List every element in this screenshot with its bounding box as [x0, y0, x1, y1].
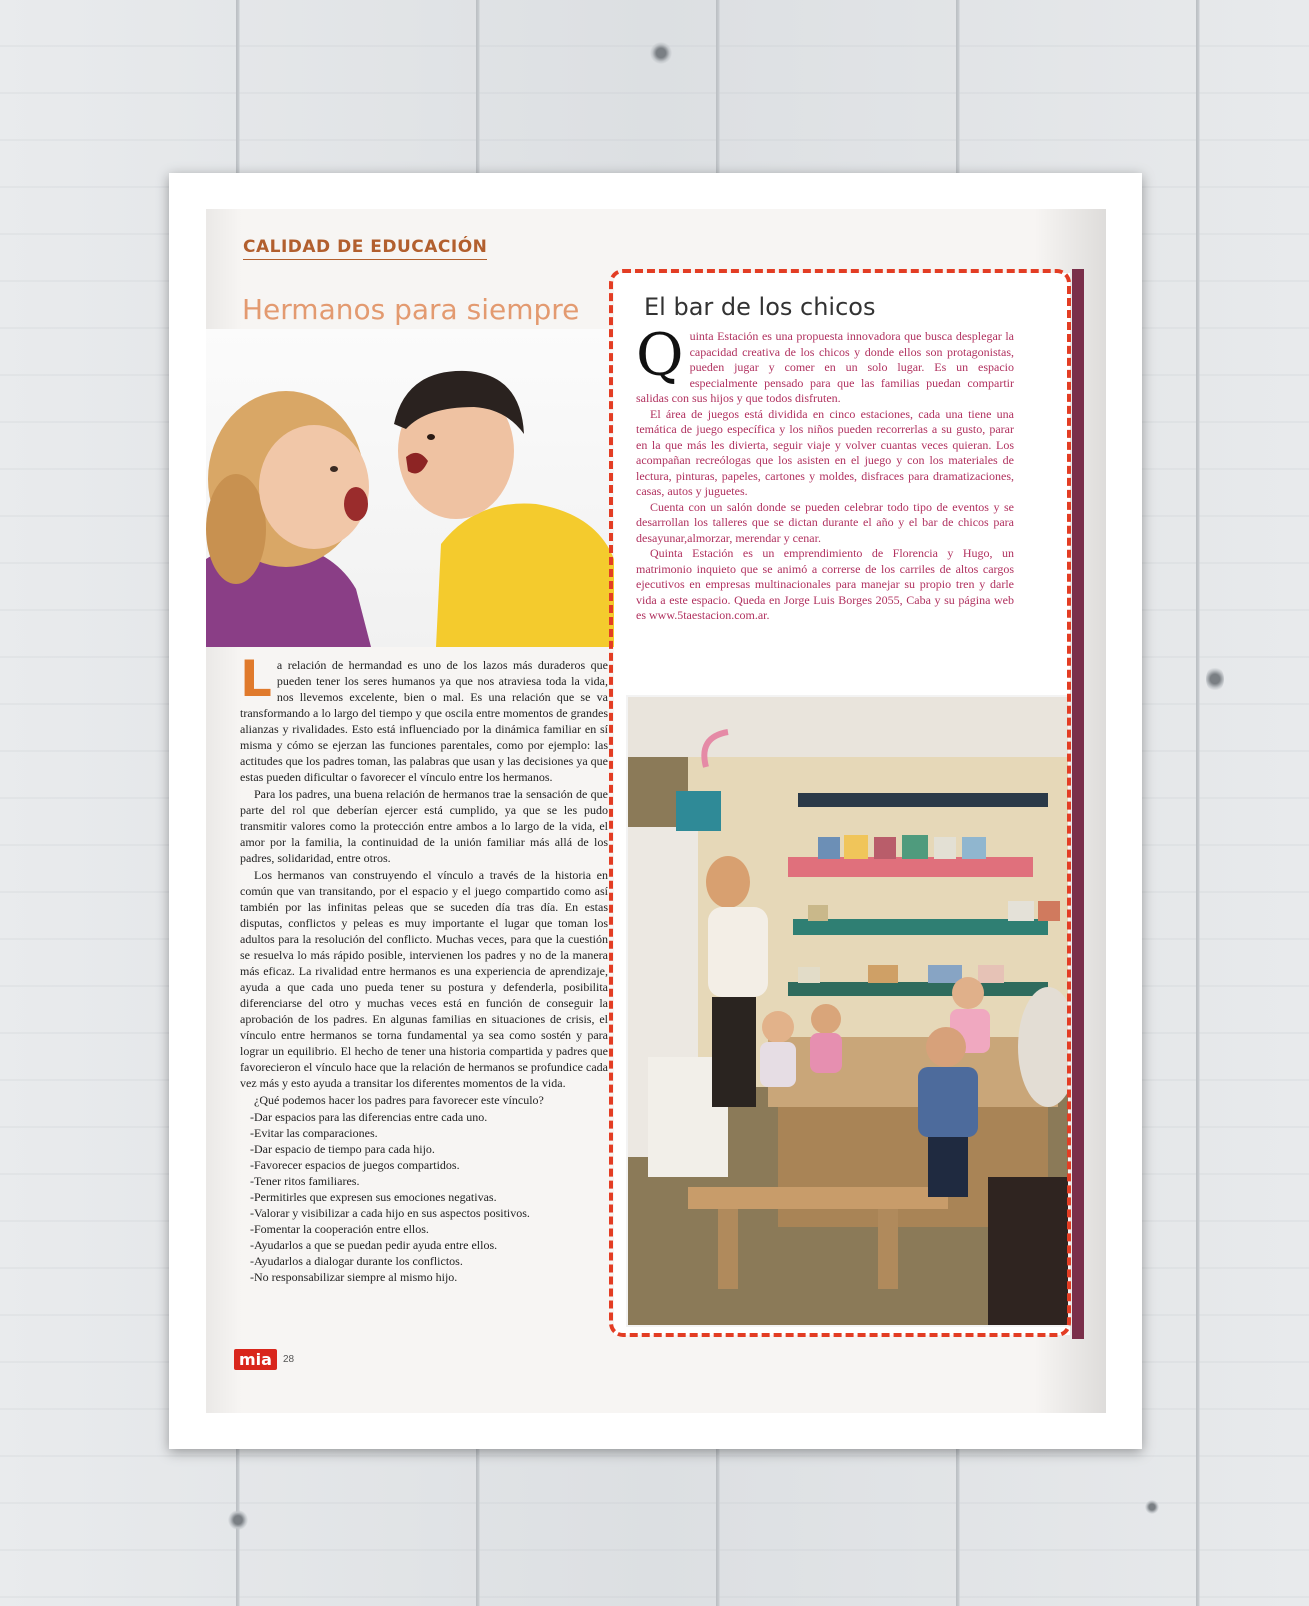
tip-item: -Permitirles que expresen sus emociones negativas.: [250, 1190, 497, 1204]
page-number: 28: [282, 1354, 295, 1365]
wood-knot: [228, 1510, 248, 1530]
siblings-photo: [206, 329, 614, 647]
tip-item: -Evitar las comparaciones.: [250, 1126, 378, 1140]
article-paragraph: Los hermanos van construyendo el vínculo a través de la historia en común que van transitando, por el espacio y el juego compartido como así también por las infinitas peleas que se suceden día tras día. En estas disputas, conflictos y peleas es muy importante el lugar que toman los adultos para la resolución del conflicto. Muchas veces, para que la cuestión se resuelva lo más rápido posible, intervienen los padres y no de la manera más eficaz. La rivalidad entre hermanos es una experiencia de aprendizaje, ayuda a que cada uno pueda tener su postura y defenderla, posibilita diferenciarse del otro y muchas veces está en función de conseguir la aprobación de los padres. En algunas familias en situaciones de crisis, el vínculo entre hermanos se torna fundamental ya sea como sostén y para lograr un equilibrio. El hecho de tener una historia compartida y padres que favorecieron el vínculo hace que la relación de hermanos se profundice cada vez más y esto ayuda a transitar los diferentes momentos de la vida.: [240, 868, 608, 1090]
tip-item: -Tener ritos familiares.: [250, 1174, 360, 1188]
tip-item: -No responsabilizar siempre al mismo hijo.: [250, 1270, 458, 1284]
wood-knot: [650, 42, 672, 64]
article-paragraph: [240, 650, 608, 785]
magazine-page: [206, 209, 1106, 1413]
dropcap-q: Q: [636, 321, 684, 389]
paragraph-text: a relación de hermandad es uno de los lazos más duraderos que pueden tener los seres humanos ya que nos atraviesa toda la vida, nos llevemos excelente, bien o mal. Es una relación que se va transformando a lo largo del tiempo y que oscila entre momentos de grandes alianzas y rivalidades. Esto está influenciado por la dinámica familiar en sí misma y cómo se ejerzan las funciones parentales, como por ejemplo: las actitudes que los padres toman, las palabras que usan y las decisiones ya que estas pueden dificultar o favorecer el vínculo entre los hermanos.: [240, 658, 608, 784]
sidebar-paragraph: Quinta Estación es un emprendimiento de Florencia y Hugo, un matrimonio inquieto que se animó a correrse de los carriles de altos cargos ejecutivos en empresas multinacionales para manejar su propio tren y darle vida a este espacio. Queda en Jorge Luis Borges 2055, Caba y su página web es www.5taestacion.com.ar.: [636, 546, 1014, 622]
tip-item: -Fomentar la cooperación entre ellos.: [250, 1222, 429, 1236]
boy-shirt: [436, 504, 614, 648]
page-footer: [234, 1349, 294, 1370]
boy-eye: [427, 434, 435, 440]
girl-face: [259, 425, 369, 549]
sidebar-accent-bar: [1072, 269, 1084, 1339]
article-paragraph: Para los padres, una buena relación de hermanos trae la sensación de que parte del rol que deberían ejercer está cumplido, ya que se les pudo transmitir valores como la protección entre ambos a lo largo de la vida, el amor por la familia, la continuidad de la unión familiar más allá de los padres, solidaridad, entre otros.: [240, 787, 608, 865]
tips-list: [240, 1109, 608, 1285]
tip-item: -Favorecer espacios de juegos compartidos.: [250, 1158, 460, 1172]
tip-item: -Valorar y visibilizar a cada hijo en sus aspectos positivos.: [250, 1206, 530, 1220]
tip-item: -Dar espacio de tiempo para cada hijo.: [250, 1142, 435, 1156]
siblings-illustration: [206, 329, 614, 647]
highlight-box: [609, 269, 1071, 1337]
tip-item: -Ayudarlos a dialogar durante los conflictos.: [250, 1254, 463, 1268]
article-body: [240, 650, 608, 1285]
girl-eye: [330, 466, 338, 472]
girl-mouth: [344, 487, 368, 521]
sidebar-paragraph: Cuenta con un salón donde se pueden celebrar todo tipo de eventos y se desarrollan los talleres que se dictan durante el año y el bar de chicos para desayunar,almorzar, merendar y cenar.: [636, 499, 1014, 545]
tips-question: ¿Qué podemos hacer los padres para favorecer este vínculo?: [254, 1093, 544, 1107]
girl-hair-curl: [206, 474, 266, 584]
dropcap-l: L: [240, 650, 272, 708]
wood-knot: [1206, 666, 1224, 692]
sidebar-paragraph: El área de juegos está dividida en cinco estaciones, cada una tiene una temática de juego específica y los niños pueden recorrerlas a su gusto, parar en la que más les divierta, seguir viaje y volver cuantas veces quieran. Los acompañan recreólogas que los asisten en el juego y con los materiales de lectura, pinturas, papeles, cartones y moldes, disfraces para dramatizaciones, casas, autos y juguetes.: [636, 406, 1014, 498]
sidebar-title: El bar de los chicos: [644, 293, 876, 321]
paragraph-text: uinta Estación es una propuesta innovadora que busca desplegar la capacidad creativa de los chicos y donde ellos son protagonistas, pueden jugar y comer en un solo lugar. Es un espacio especialmente pensado para que las familias puedan compartir salidas con sus hijos y que todos disfruten.: [636, 329, 1014, 405]
wood-knot: [1145, 1500, 1159, 1514]
tip-item: -Dar espacios para las diferencias entre cada uno.: [250, 1110, 488, 1124]
tip-item: -Ayudarlos a que se puedan pedir ayuda entre ellos.: [250, 1238, 498, 1252]
article-title: Hermanos para siempre: [242, 293, 580, 326]
section-label: CALIDAD DE EDUCACIÓN: [243, 237, 487, 260]
mia-logo: mia: [234, 1349, 277, 1370]
